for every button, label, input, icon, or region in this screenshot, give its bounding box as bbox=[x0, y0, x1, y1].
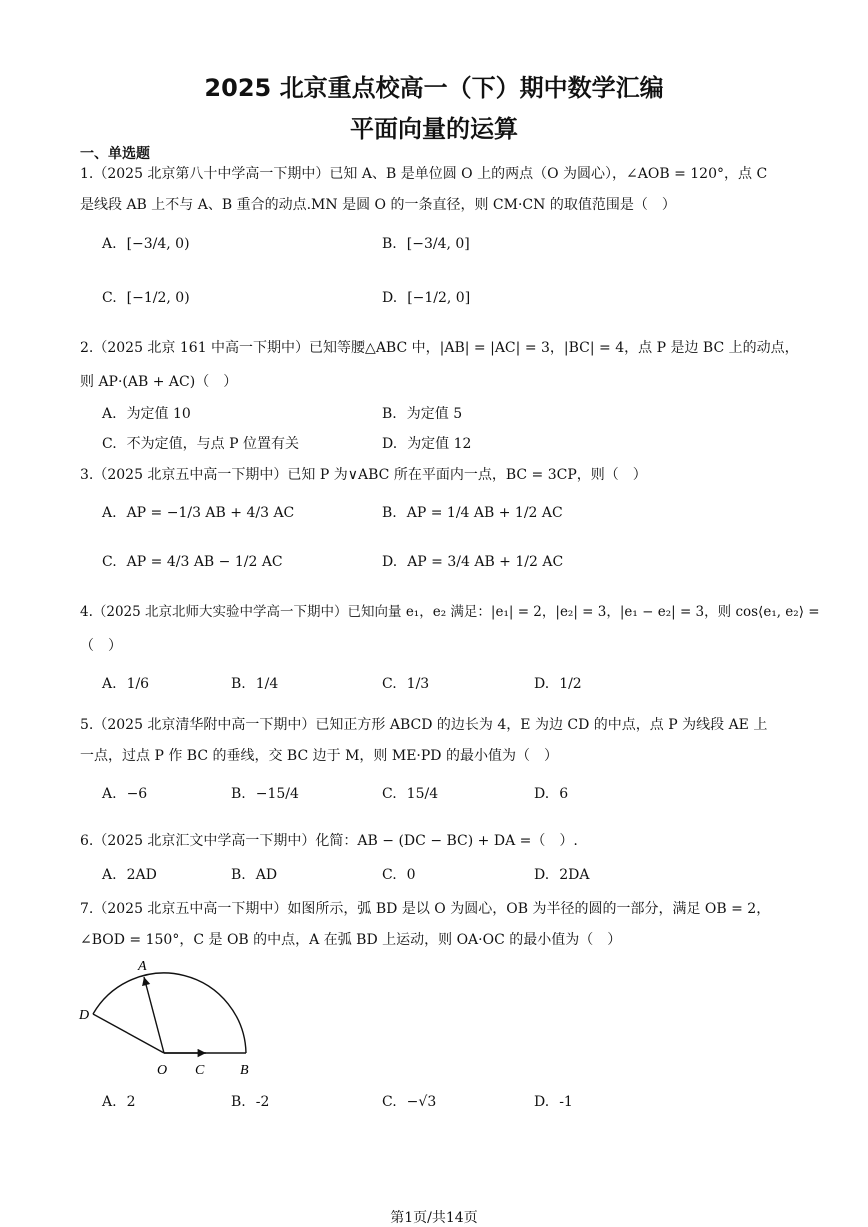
vector-oa bbox=[144, 977, 164, 1053]
question-1-line-1: 1.（2025 北京第八十中学高一下期中）已知 A、B 是单位圆 O 上的两点（O 为圆心），∠AOB = 120°，点 C bbox=[80, 166, 768, 182]
question-6-option-a: A. 2AD bbox=[102, 867, 157, 883]
question-1-option-b: B. [−3/4, 0] bbox=[382, 236, 470, 252]
question-5-line-2: 一点，过点 P 作 BC 的垂线，交 BC 边于 M，则 ME·PD 的最小值为（ ） bbox=[80, 748, 558, 764]
question-3-option-d: D. AP = 3/4 AB + 1/2 AC bbox=[382, 554, 564, 570]
question-4-option-b: B. 1/4 bbox=[231, 676, 279, 692]
label-d: D bbox=[79, 1008, 90, 1023]
geometry-figure bbox=[75, 950, 275, 1080]
question-5-line-1: 5.（2025 北京清华附中高一下期中）已知正方形 ABCD 的边长为 4，E 为边 CD 的中点，点 P 为线段 AE 上 bbox=[80, 717, 768, 733]
question-4-option-a: A. 1/6 bbox=[102, 676, 150, 692]
segment-od bbox=[93, 1014, 164, 1053]
question-1-option-c: C. [−1/2, 0) bbox=[102, 290, 190, 306]
question-2-option-c: C. 不为定值，与点 P 位置有关 bbox=[102, 436, 299, 452]
label-c: C bbox=[195, 1063, 205, 1078]
question-2-option-a: A. 为定值 10 bbox=[102, 406, 191, 422]
question-6-option-d: D. 2DA bbox=[534, 867, 590, 883]
question-7-line-2: ∠BOD = 150°，C 是 OB 的中点，A 在弧 BD 上运动，则 OA·OC 的最小值为（ ） bbox=[80, 932, 622, 948]
question-5-option-a: A. −6 bbox=[102, 786, 148, 802]
question-6-line-1: 6.（2025 北京汇文中学高一下期中）化简：AB − (DC − BC) + DA =（ ）. bbox=[80, 833, 578, 849]
question-1-option-a: A. [−3/4, 0) bbox=[102, 236, 190, 252]
question-2-line-1: 2.（2025 北京 161 中高一下期中）已知等腰△ABC 中，|AB| = |AC| = 3，|BC| = 4，点 P 是边 BC 上的动点， bbox=[80, 340, 799, 356]
document-subtitle: 平面向量的运算 bbox=[350, 115, 518, 143]
question-2-option-d: D. 为定值 12 bbox=[382, 436, 472, 452]
question-7-line-1: 7.（2025 北京五中高一下期中）如图所示，弧 BD 是以 O 为圆心，OB 为半径的圆的一部分，满足 OB = 2， bbox=[80, 901, 771, 917]
question-7-option-c: C. −√3 bbox=[382, 1094, 437, 1110]
question-6-option-b: B. AD bbox=[231, 867, 278, 883]
arc-bd bbox=[93, 973, 246, 1053]
question-4-option-d: D. 1/2 bbox=[534, 676, 582, 692]
question-2-option-b: B. 为定值 5 bbox=[382, 406, 463, 422]
question-5-option-b: B. −15/4 bbox=[231, 786, 299, 802]
document-title: 2025 北京重点校高一（下）期中数学汇编 bbox=[204, 74, 664, 102]
question-4-option-c: C. 1/3 bbox=[382, 676, 430, 692]
label-b: B bbox=[240, 1063, 249, 1078]
question-2-line-2: 则 AP·(AB + AC)（ ） bbox=[80, 374, 238, 390]
question-7-option-a: A. 2 bbox=[102, 1094, 136, 1110]
question-1-line-2: 是线段 AB 上不与 A、B 重合的动点.MN 是圆 O 的一条直径，则 CM·CN 的取值范围是（ ） bbox=[80, 197, 676, 213]
question-3-option-a: A. AP = −1/3 AB + 4/3 AC bbox=[102, 505, 295, 521]
section-heading: 一、单选题 bbox=[80, 146, 150, 162]
question-3-line-1: 3.（2025 北京五中高一下期中）已知 P 为∨ABC 所在平面内一点，BC = 3CP，则（ ） bbox=[80, 467, 647, 483]
label-o: O bbox=[157, 1063, 168, 1078]
question-7-option-d: D. -1 bbox=[534, 1094, 573, 1110]
question-5-option-d: D. 6 bbox=[534, 786, 569, 802]
question-3-option-c: C. AP = 4/3 AB − 1/2 AC bbox=[102, 554, 283, 570]
page-footer: 第1页/共14页 bbox=[390, 1210, 478, 1226]
question-7-option-b: B. -2 bbox=[231, 1094, 270, 1110]
question-4-line-1: 4.（2025 北京北师大实验中学高一下期中）已知向量 e₁，e₂ 满足：|e₁| = 2，|e₂| = 3，|e₁ − e₂| = 3，则 cos⟨e₁, e₂⟩ = bbox=[80, 604, 820, 620]
question-1-option-d: D. [−1/2, 0] bbox=[382, 290, 471, 306]
label-a: A bbox=[138, 959, 147, 974]
question-3-option-b: B. AP = 1/4 AB + 1/2 AC bbox=[382, 505, 563, 521]
question-4-line-2: （ ） bbox=[80, 638, 122, 654]
question-5-option-c: C. 15/4 bbox=[382, 786, 439, 802]
question-6-option-c: C. 0 bbox=[382, 867, 416, 883]
